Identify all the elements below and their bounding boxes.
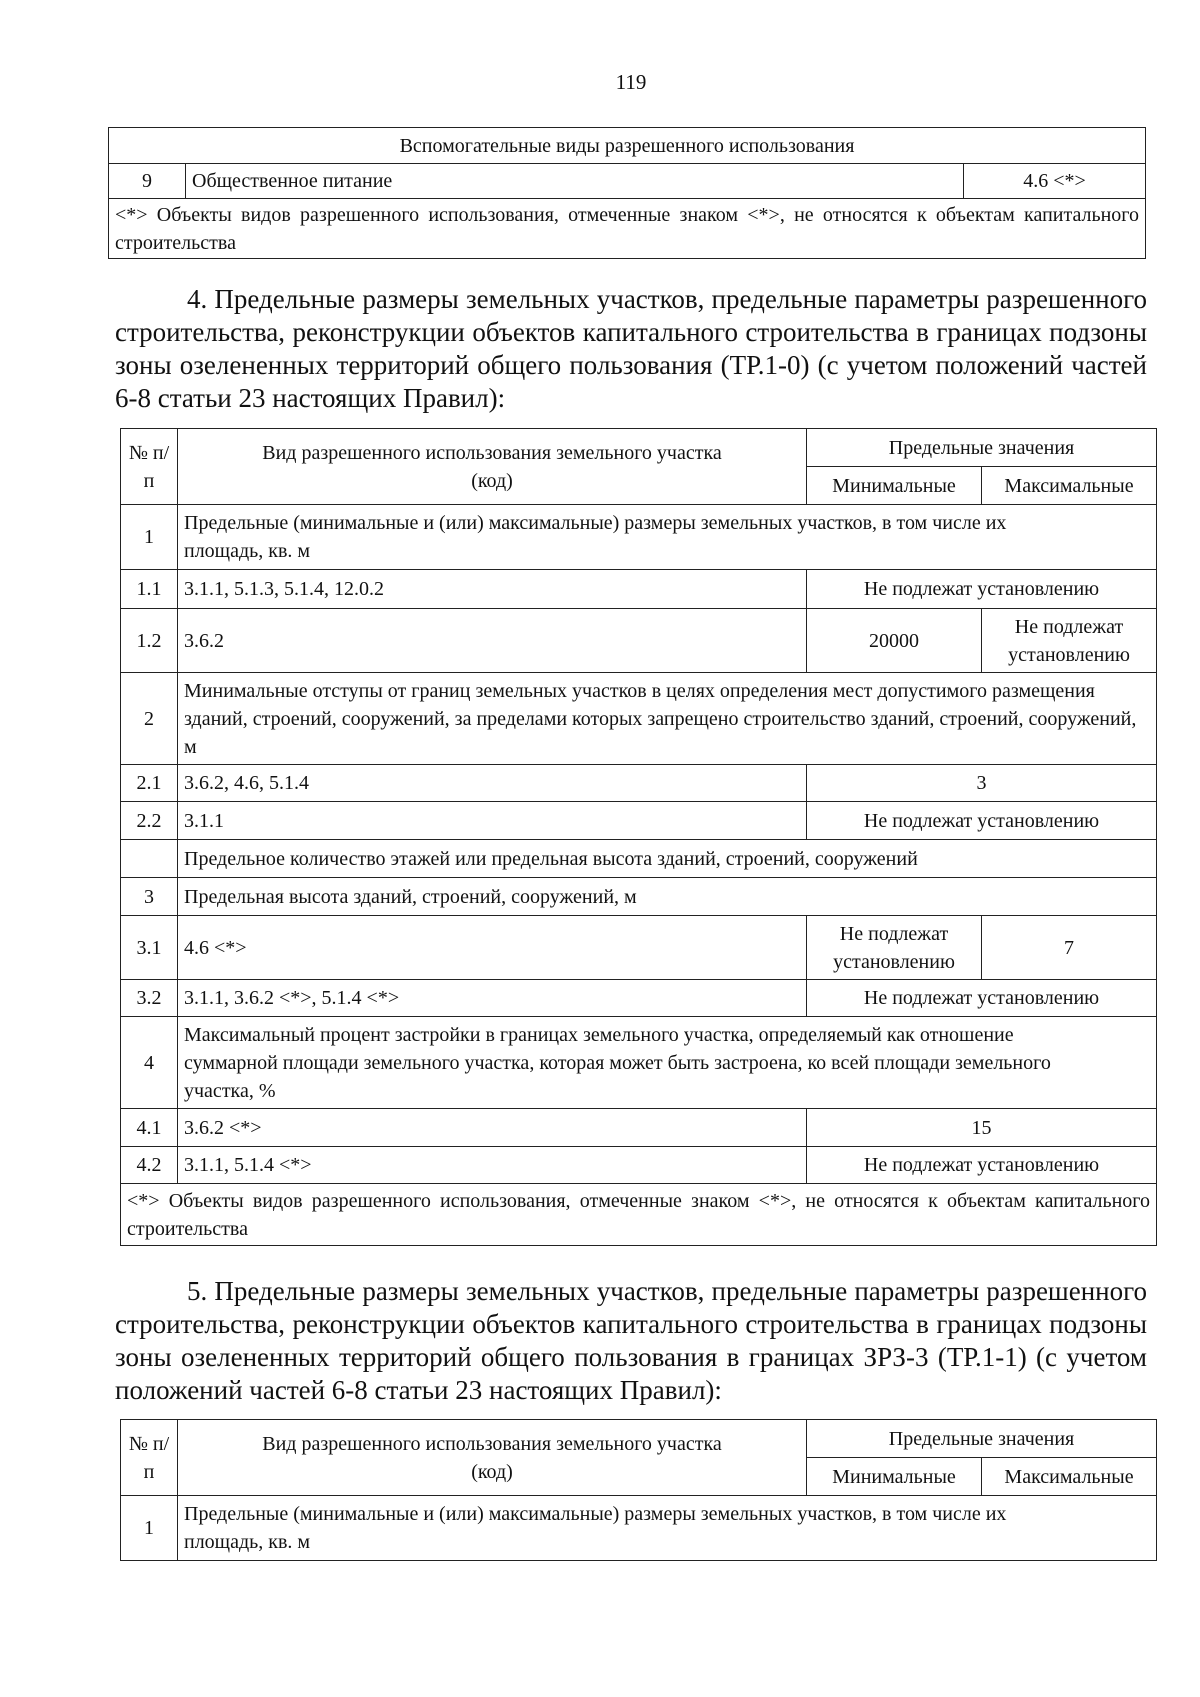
row-number: 4 — [121, 1017, 178, 1109]
row-number: 1 — [121, 505, 178, 570]
row-codes: 3.1.1 — [178, 802, 807, 840]
row-value: 15 — [807, 1109, 1157, 1147]
row-number: 2.1 — [121, 765, 178, 802]
row-number: 2.2 — [121, 802, 178, 840]
row-description: Минимальные отступы от границ земельных участков в целях определения мест допустимого размещения зданий, строений, сооружений, за пределами которых запрещено строительство зданий, строений, сооружений, м — [178, 673, 1157, 765]
aux-footnote: <*> Объекты видов разрешенного использования, отмеченные знаком <*>, не относятся к объектам капитального строительства — [109, 199, 1146, 259]
table-footnote: <*> Объекты видов разрешенного использования, отмеченные знаком <*>, не относятся к объектам капитального строительства — [121, 1184, 1157, 1246]
row-number: 4.2 — [121, 1147, 178, 1184]
section-5-limits-table — [120, 1419, 1157, 1561]
page-number: 119 — [615, 70, 647, 94]
aux-row-code: 4.6 <*> — [964, 164, 1146, 199]
row-codes: 3.6.2 — [178, 609, 807, 673]
header-limit-values: Предельные значения — [807, 1420, 1157, 1458]
row-description: Максимальный процент застройки в границах земельного участка, определяемый как отношение суммарной площади земельного участка, которая может быть застроена, ко всей площади земельного участка, % — [178, 1017, 1157, 1109]
section-4-limits-table — [120, 428, 1157, 1246]
row-codes: 3.6.2, 4.6, 5.1.4 — [178, 765, 807, 802]
row-description: Предельное количество этажей или предельная высота зданий, строений, сооружений — [178, 840, 1157, 878]
row-number: 1.1 — [121, 570, 178, 609]
row-min-value: 20000 — [807, 609, 982, 673]
row-codes: 3.1.1, 3.6.2 <*>, 5.1.4 <*> — [178, 980, 807, 1017]
row-min-value: Не подлежат установлению — [807, 916, 982, 980]
row-number: 4.1 — [121, 1109, 178, 1147]
aux-row-number: 9 — [109, 164, 186, 199]
row-number: 3.2 — [121, 980, 178, 1017]
row-codes: 3.6.2 <*> — [178, 1109, 807, 1147]
row-value: 3 — [807, 765, 1157, 802]
header-minimum: Минимальные — [807, 1458, 982, 1496]
aux-row-name: Общественное питание — [186, 164, 964, 199]
row-codes: 3.1.1, 5.1.4 <*> — [178, 1147, 807, 1184]
row-value: Не подлежат установлению — [807, 1147, 1157, 1184]
row-value: Не подлежат установлению — [807, 980, 1157, 1017]
row-number: 1.2 — [121, 609, 178, 673]
row-codes: 4.6 <*> — [178, 916, 807, 980]
row-description: Предельные (минимальные и (или) максимальные) размеры земельных участков, в том числе их площадь, кв. м — [178, 1496, 1157, 1561]
header-use-type: Вид разрешенного использования земельного участка (код) — [178, 429, 807, 505]
section-5-paragraph: 5. Предельные размеры земельных участков, предельные параметры разрешенного строительства, реконструкции объектов капитального строительства в границах подзоны зоны озелененных территорий общего пользования в границах ЗРЗ-3 (ТР.1-1) (с учетом положений частей 6-8 статьи 23 настоящих Правил): — [115, 1276, 1147, 1405]
row-number: 3 — [121, 878, 178, 916]
row-number-empty — [121, 840, 178, 878]
header-use-type: Вид разрешенного использования земельного участка (код) — [178, 1420, 807, 1496]
header-minimum: Минимальные — [807, 467, 982, 505]
header-maximum: Максимальные — [982, 1458, 1157, 1496]
section-4-paragraph: 4. Предельные размеры земельных участков, предельные параметры разрешенного строительства, реконструкции объектов капитального строительства в границах подзоны зоны озелененных территорий общего пользования (ТР.1-0) (с учетом положений частей 6-8 статьи 23 настоящих Правил): — [115, 284, 1147, 413]
row-number: 2 — [121, 673, 178, 765]
row-max-value: Не подлежат установлению — [982, 609, 1157, 673]
row-number: 1 — [121, 1496, 178, 1561]
row-max-value: 7 — [982, 916, 1157, 980]
aux-table-header: Вспомогательные виды разрешенного использования — [109, 128, 1146, 164]
row-number: 3.1 — [121, 916, 178, 980]
header-limit-values: Предельные значения — [807, 429, 1157, 467]
header-maximum: Максимальные — [982, 467, 1157, 505]
header-number: № п/п — [121, 429, 178, 505]
row-description: Предельная высота зданий, строений, сооружений, м — [178, 878, 1157, 916]
header-number: № п/п — [121, 1420, 178, 1496]
row-codes: 3.1.1, 5.1.3, 5.1.4, 12.0.2 — [178, 570, 807, 609]
row-value: Не подлежат установлению — [807, 570, 1157, 609]
row-description: Предельные (минимальные и (или) максимальные) размеры земельных участков, в том числе их площадь, кв. м — [178, 505, 1157, 570]
auxiliary-uses-table — [108, 127, 1146, 259]
row-value: Не подлежат установлению — [807, 802, 1157, 840]
